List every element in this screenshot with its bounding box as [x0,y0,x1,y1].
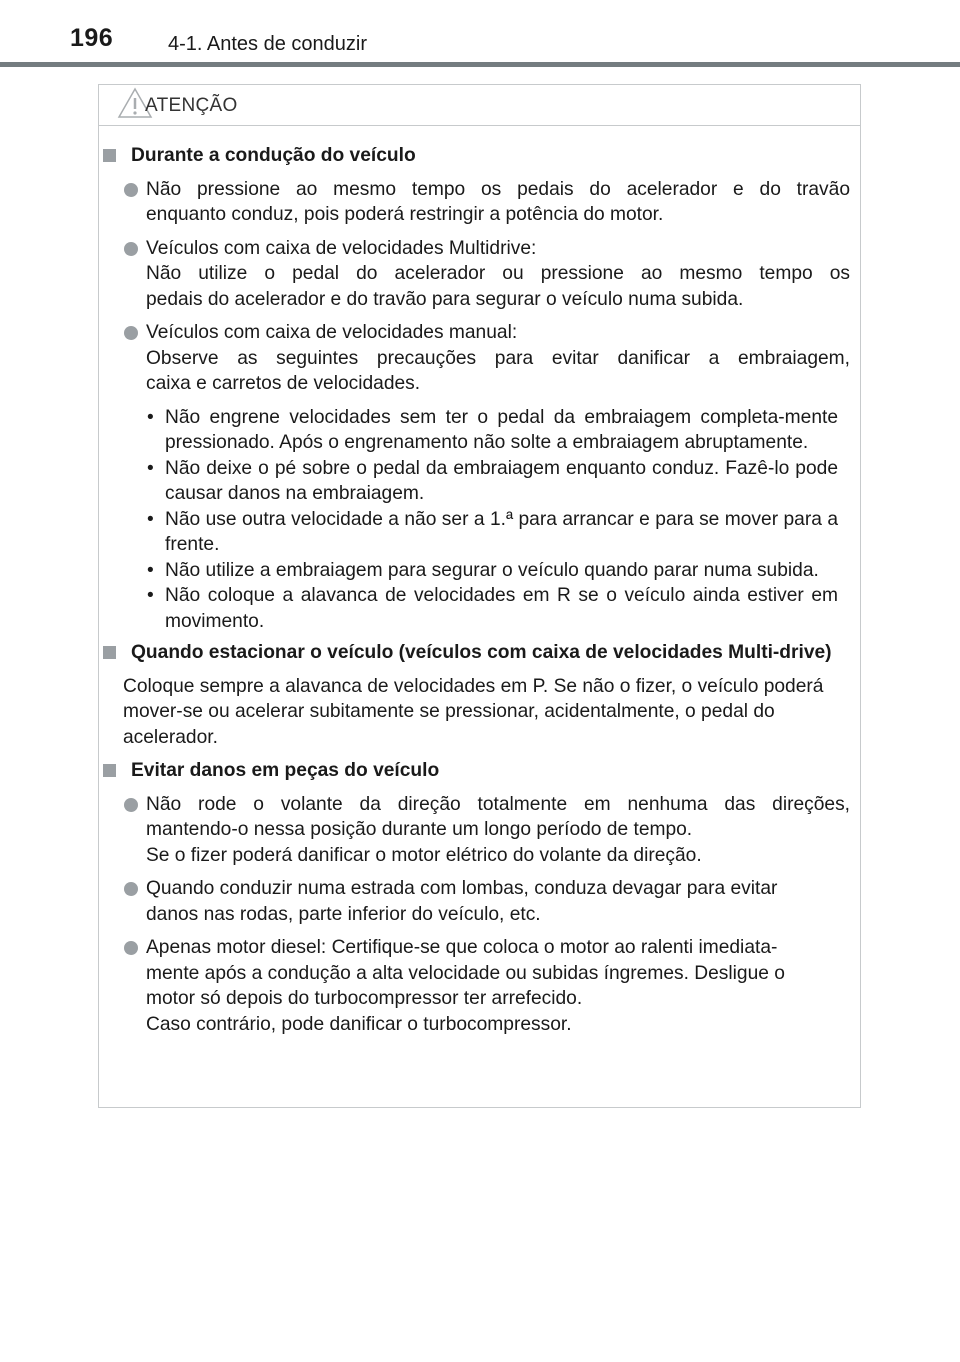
list-item [99,320,856,397]
text-line: Não rode o volante da direção totalmente em nenhuma das direções, [146,793,850,815]
header-rule [0,62,960,67]
sub-item-text: Não deixe o pé sobre o pedal da embraiagem enquanto conduz. Fazê-lo pode causar danos na embraiagem. [165,457,838,504]
circle-bullet-icon [124,941,138,955]
text-line: pedais do acelerador e do travão para segurar o veículo numa subida. [146,288,744,310]
sub-bullet: • [147,508,154,530]
list-item [99,236,856,313]
warning-box [98,84,861,1108]
sub-item-text: Não utilize a embraiagem para segurar o veículo quando parar numa subida. [165,559,819,581]
warning-title: ATENÇÃO [145,95,238,116]
circle-bullet-icon [124,326,138,340]
sub-list-item [99,456,838,507]
text-line: Não pressione ao mesmo tempo os pedais do acelerador e do travão [146,178,850,200]
sub-list-item [99,405,838,456]
section-heading-text: Durante a condução do veículo [131,145,416,166]
sub-bullet: • [147,406,154,428]
text-line: Se o fizer poderá danificar o motor elétrico do volante da direção. [146,844,702,866]
section-heading-text: Quando estacionar o veículo (veículos com caixa de velocidades Multi-drive) [131,642,832,663]
warning-header [99,85,860,126]
circle-bullet-icon [124,242,138,256]
section-heading [99,143,856,169]
warning-content [99,143,856,1045]
sub-list-item [99,558,838,584]
page-header [0,0,960,68]
sub-list [99,405,856,635]
paragraph: Coloque sempre a alavanca de velocidades em P. Se não o fizer, o veículo poderá mover-se ou acelerar subitamente se pressionar, acidentalmente, o pedal do acelerador. [123,675,824,748]
sub-list-item [99,583,838,634]
text-line: Caso contrário, pode danificar o turbocompressor. [146,1013,572,1035]
sub-item-text: Não use outra velocidade a não ser a 1.ª para arrancar e para se mover para a frente. [165,508,838,555]
list-item [99,935,856,1037]
sub-bullet: • [147,457,154,479]
text-line: mente após a condução a alta velocidade ou subidas íngremes. Desligue o [146,962,785,984]
sub-item-text: Não coloque a alavanca de velocidades em R se o veículo ainda estiver em movimento. [165,585,838,632]
text-line: Quando conduzir numa estrada com lombas, conduza devagar para evitar [146,878,778,899]
text-line: Veículos com caixa de velocidades manual: [146,322,518,343]
sub-list-item [99,507,838,558]
text-line: mantendo-o nessa posição durante um longo período de tempo. [146,819,693,840]
text-line: Não utilize o pedal do acelerador ou pressione ao mesmo tempo os [146,263,850,284]
list-item [99,792,856,869]
text-line: Veículos com caixa de velocidades Multidrive: [146,237,537,259]
list-item [99,876,856,927]
sub-bullet: • [147,559,154,581]
text-line: danos nas rodas, parte inferior do veículo, etc. [146,903,541,925]
square-bullet-icon [103,764,116,777]
text-line: motor só depois do turbocompressor ter arrefecido. [146,988,583,1009]
square-bullet-icon [103,646,116,659]
sub-item-text: Não engrene velocidades sem ter o pedal da embraiagem completa-mente pressionado. Após o engrenamento não solte a embraiagem abruptamente. [165,406,838,453]
section-title: 4-1. Antes de conduzir [168,33,368,55]
circle-bullet-icon [124,183,138,197]
text-line: enquanto conduz, pois poderá restringir a potência do motor. [146,204,664,225]
section-heading-text: Evitar danos em peças do veículo [131,760,440,781]
section-heading [99,758,856,784]
circle-bullet-icon [124,882,138,896]
text-line: Observe as seguintes precauções para evitar danificar a embraiagem, [146,347,850,369]
text-line: caixa e carretos de velocidades. [146,373,421,394]
circle-bullet-icon [124,798,138,812]
sub-bullet: • [147,585,154,606]
section-heading [99,640,856,666]
list-item [99,177,856,228]
square-bullet-icon [103,149,116,162]
page-number: 196 [70,24,114,52]
text-line: Apenas motor diesel: Certifique-se que coloca o motor ao ralenti imediata- [146,937,778,958]
